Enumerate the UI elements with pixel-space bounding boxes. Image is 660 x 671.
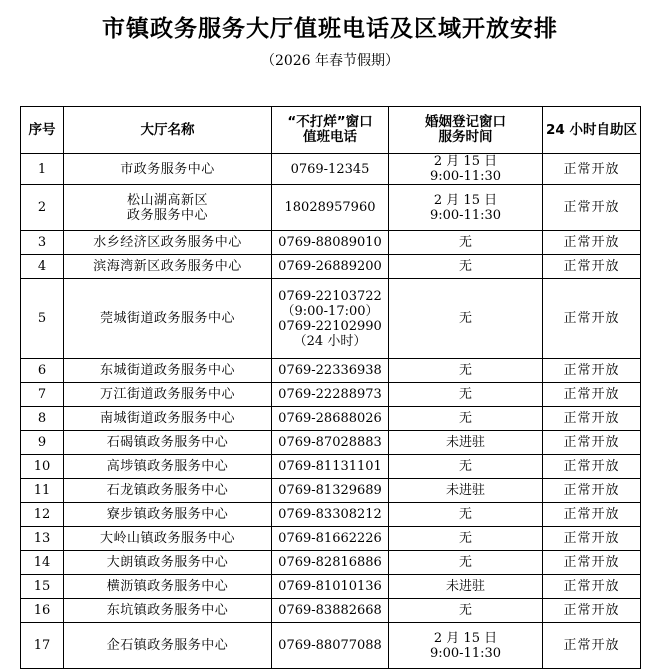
duty-phone: 0769-83308212 [272,503,389,527]
self-service-status: 正常开放 [543,623,641,669]
marriage-service-time: 无 [389,279,543,359]
row-number: 1 [21,154,64,185]
self-service-status: 正常开放 [543,455,641,479]
self-service-status: 正常开放 [543,255,641,279]
self-service-status: 正常开放 [543,503,641,527]
row-number: 11 [21,479,64,503]
header-no: 序号 [21,107,64,154]
hall-name: 松山湖高新区 政务服务中心 [64,185,272,231]
self-service-status: 正常开放 [543,383,641,407]
hall-name: 大岭山镇政务服务中心 [64,527,272,551]
marriage-service-time: 无 [389,255,543,279]
duty-phone: 0769-87028883 [272,431,389,455]
self-service-status: 正常开放 [543,185,641,231]
duty-phone: 0769-28688026 [272,407,389,431]
table-row [21,255,641,279]
self-service-status: 正常开放 [543,154,641,185]
marriage-service-time: 无 [389,551,543,575]
hall-name: 滨海湾新区政务服务中心 [64,255,272,279]
table-row [21,479,641,503]
duty-phone: 0769-82816886 [272,551,389,575]
table-row [21,383,641,407]
table-row [21,279,641,359]
duty-phone: 0769-22288973 [272,383,389,407]
duty-phone: 0769-26889200 [272,255,389,279]
table-row [21,431,641,455]
self-service-status: 正常开放 [543,431,641,455]
marriage-service-time: 未进驻 [389,575,543,599]
marriage-service-time: 无 [389,599,543,623]
duty-phone: 0769-88089010 [272,231,389,255]
duty-phone: 0769-88077088 [272,623,389,669]
header-phone: “不打烊”窗口 值班电话 [272,107,389,154]
hall-name: 企石镇政务服务中心 [64,623,272,669]
duty-phone: 0769-81329689 [272,479,389,503]
row-number: 8 [21,407,64,431]
duty-phone: 0769-83882668 [272,599,389,623]
duty-phone: 0769-81662226 [272,527,389,551]
self-service-status: 正常开放 [543,575,641,599]
marriage-service-time: 无 [389,455,543,479]
marriage-service-time: 未进驻 [389,431,543,455]
table-row [21,154,641,185]
duty-phone: 0769-22336938 [272,359,389,383]
table-row [21,575,641,599]
duty-phone: 0769-81131101 [272,455,389,479]
self-service-status: 正常开放 [543,479,641,503]
marriage-service-time: 2 月 15 日 9:00-11:30 [389,623,543,669]
row-number: 12 [21,503,64,527]
hall-name: 万江街道政务服务中心 [64,383,272,407]
header-marriage: 婚姻登记窗口 服务时间 [389,107,543,154]
hall-name: 寮步镇政务服务中心 [64,503,272,527]
self-service-status: 正常开放 [543,551,641,575]
duty-phone: 0769-81010136 [272,575,389,599]
table-row [21,359,641,383]
hall-name: 高埗镇政务服务中心 [64,455,272,479]
self-service-status: 正常开放 [543,279,641,359]
row-number: 14 [21,551,64,575]
hall-name: 水乡经济区政务服务中心 [64,231,272,255]
table-body [21,154,641,669]
schedule-table [20,106,641,669]
hall-name: 大朗镇政务服务中心 [64,551,272,575]
self-service-status: 正常开放 [543,407,641,431]
marriage-service-time: 无 [389,527,543,551]
hall-name: 东坑镇政务服务中心 [64,599,272,623]
table-header-row [21,107,641,154]
hall-name: 横沥镇政务服务中心 [64,575,272,599]
row-number: 3 [21,231,64,255]
table-row [21,455,641,479]
hall-name: 南城街道政务服务中心 [64,407,272,431]
hall-name: 莞城街道政务服务中心 [64,279,272,359]
marriage-service-time: 2 月 15 日 9:00-11:30 [389,185,543,231]
header-hall-name: 大厅名称 [64,107,272,154]
marriage-service-time: 未进驻 [389,479,543,503]
hall-name: 市政务服务中心 [64,154,272,185]
page-title: 市镇政务服务大厅值班电话及区域开放安排 [102,16,558,42]
hall-name: 石龙镇政务服务中心 [64,479,272,503]
duty-phone: 0769-12345 [272,154,389,185]
page-subtitle: （2026 年春节假期） [260,53,400,69]
row-number: 15 [21,575,64,599]
row-number: 2 [21,185,64,231]
table-row [21,551,641,575]
hall-name: 东城街道政务服务中心 [64,359,272,383]
self-service-status: 正常开放 [543,599,641,623]
table-row [21,231,641,255]
table-row [21,527,641,551]
duty-phone: 0769-22103722 （9:00-17:00） 0769-22102990 （24 小时） [272,279,389,359]
table-row [21,185,641,231]
table-row [21,599,641,623]
table-row [21,407,641,431]
duty-phone: 18028957960 [272,185,389,231]
table-row [21,623,641,669]
marriage-service-time: 无 [389,231,543,255]
self-service-status: 正常开放 [543,231,641,255]
self-service-status: 正常开放 [543,359,641,383]
marriage-service-time: 无 [389,407,543,431]
row-number: 16 [21,599,64,623]
row-number: 9 [21,431,64,455]
marriage-service-time: 无 [389,359,543,383]
row-number: 7 [21,383,64,407]
row-number: 17 [21,623,64,669]
row-number: 4 [21,255,64,279]
hall-name: 石碣镇政务服务中心 [64,431,272,455]
marriage-service-time: 无 [389,503,543,527]
row-number: 6 [21,359,64,383]
table-row [21,503,641,527]
row-number: 5 [21,279,64,359]
self-service-status: 正常开放 [543,527,641,551]
marriage-service-time: 无 [389,383,543,407]
row-number: 10 [21,455,64,479]
row-number: 13 [21,527,64,551]
header-self-service: 24 小时自助区 [543,107,641,154]
marriage-service-time: 2 月 15 日 9:00-11:30 [389,154,543,185]
